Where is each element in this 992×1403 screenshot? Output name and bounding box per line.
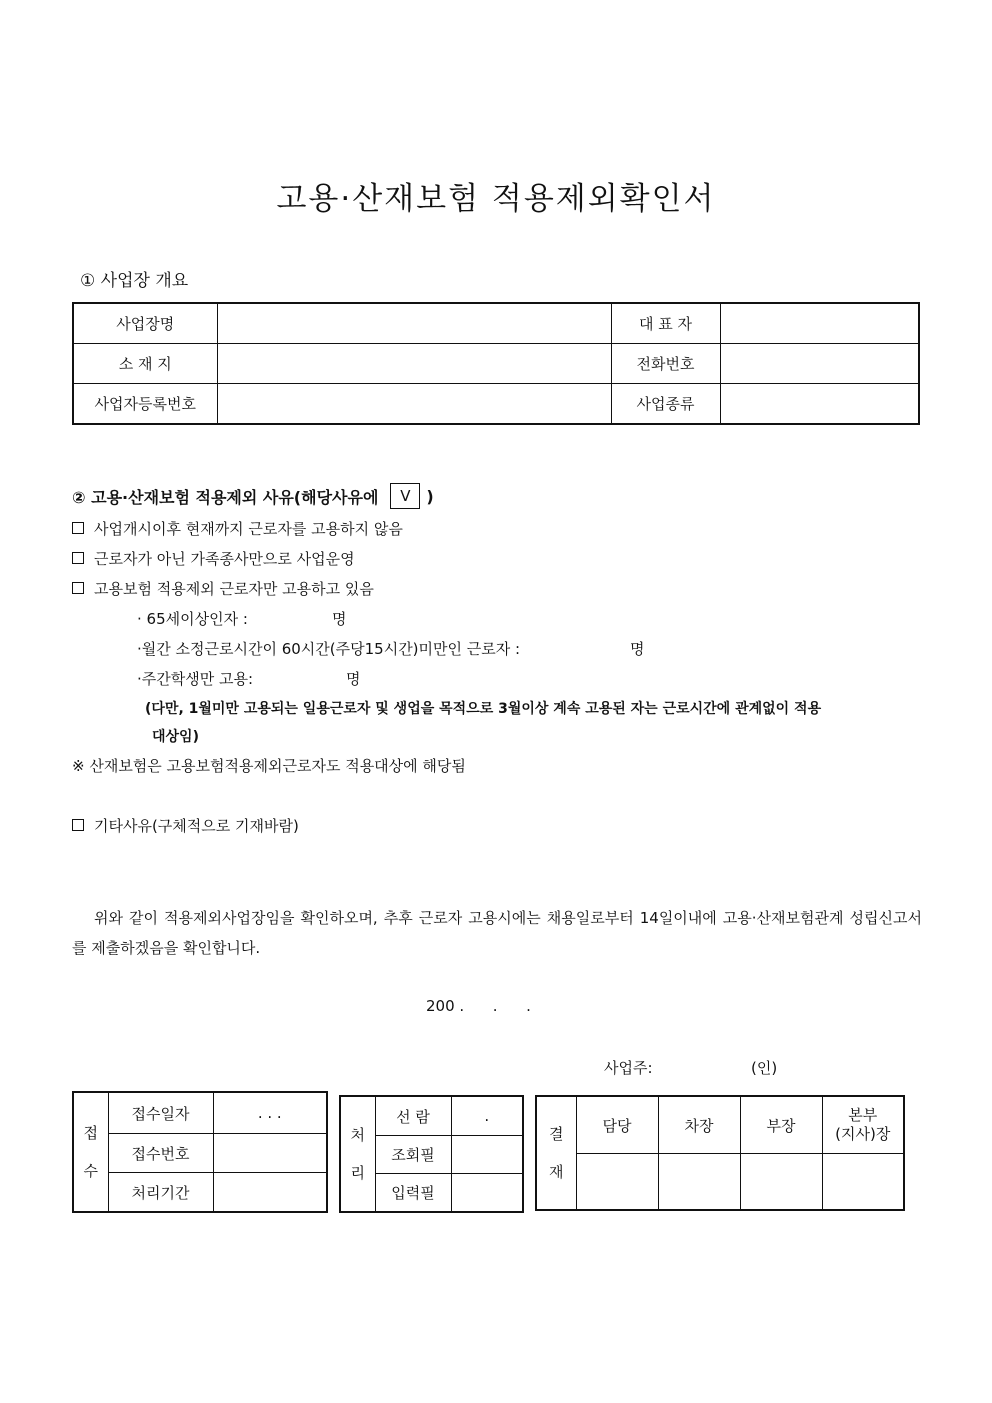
checkbox-icon[interactable] <box>72 522 84 534</box>
receipt-date-value[interactable]: . . . <box>213 1092 327 1134</box>
sub-item-short-hours <box>137 638 520 659</box>
check-mark-box: V <box>390 483 420 509</box>
approval-side-top: 결 <box>549 1125 564 1143</box>
receipt-number-value[interactable] <box>213 1134 327 1173</box>
section2-heading <box>72 483 434 509</box>
sub-item-label: · 65세이상인자 : <box>137 610 248 628</box>
section2-heading-text: ② 고용·산재보험 적용제외 사유(해당사유에 <box>72 487 379 507</box>
process-side-label <box>340 1096 375 1212</box>
phone-field[interactable] <box>720 344 919 384</box>
remark: ※ 산재보험은 고용보험적용제외근로자도 적용대상에 해당됨 <box>72 757 466 775</box>
location-field[interactable] <box>217 344 611 384</box>
sub-item-over-65 <box>137 608 248 629</box>
sub-item-students <box>137 668 253 689</box>
table-row <box>73 303 919 344</box>
option-family-only[interactable] <box>72 548 355 569</box>
approver-deputy-sign[interactable] <box>658 1154 740 1211</box>
receipt-number-label: 접수번호 <box>108 1134 213 1173</box>
approver-staff-sign[interactable] <box>576 1154 658 1211</box>
approval-side-label <box>536 1096 576 1210</box>
option-no-employees[interactable] <box>72 518 403 539</box>
approver-staff-label: 담당 <box>576 1096 658 1154</box>
receipt-side-bottom: 수 <box>83 1162 98 1180</box>
checkbox-icon[interactable] <box>72 552 84 564</box>
processing-period-label: 처리기간 <box>108 1173 213 1213</box>
receipt-box <box>72 1091 328 1213</box>
process-box <box>339 1095 524 1213</box>
checkbox-icon[interactable] <box>72 582 84 594</box>
option-other-reason[interactable] <box>72 815 299 836</box>
receipt-side-label <box>73 1092 108 1212</box>
option-label: 사업개시이후 현재까지 근로자를 고용하지 않음 <box>94 520 403 538</box>
business-type-field[interactable] <box>720 384 919 425</box>
approver-head-line1: 본부 <box>848 1106 878 1124</box>
document-title: 고용·산재보험 적용제외확인서 <box>276 181 716 217</box>
sub-item-unit: 명 <box>630 640 645 658</box>
business-type-label: 사업종류 <box>611 384 720 425</box>
approval-side-bottom: 재 <box>549 1163 564 1181</box>
approver-head-sign[interactable] <box>822 1154 904 1211</box>
processing-period-value[interactable] <box>213 1173 327 1213</box>
approver-head-label <box>822 1096 904 1154</box>
option-label: 근로자가 아닌 가족종사만으로 사업운영 <box>94 550 355 568</box>
inquiry-done-value[interactable] <box>451 1136 523 1174</box>
option-excluded-workers[interactable] <box>72 578 374 599</box>
confirmation-statement: 위와 같이 적용제외사업장임을 확인하오며, 추후 근로자 고용시에는 채용일로부터 14일이내에 고용·산재보험관계 성립신고서를 제출하겠음을 확인합니다. <box>72 909 922 957</box>
registration-number-label: 사업자등록번호 <box>73 384 217 425</box>
date-line[interactable]: 200 . . . <box>426 997 531 1015</box>
section2-heading-close: ) <box>426 486 434 506</box>
input-done-label: 입력필 <box>375 1174 451 1213</box>
sub-item-label: ·월간 소정근로시간이 60시간(주당15시간)미만인 근로자 : <box>137 640 521 658</box>
approver-manager-label: 부장 <box>740 1096 822 1154</box>
review-label: 선 람 <box>375 1096 451 1136</box>
business-name-field[interactable] <box>217 303 611 344</box>
representative-label: 대 표 자 <box>611 303 720 344</box>
process-side-bottom: 리 <box>350 1164 365 1182</box>
registration-number-field[interactable] <box>217 384 611 425</box>
business-name-label: 사업장명 <box>73 303 217 344</box>
seal-mark: (인) <box>751 1059 778 1077</box>
approver-deputy-label: 차장 <box>658 1096 740 1154</box>
sub-item-unit: 명 <box>346 670 361 688</box>
option-label: 고용보험 적용제외 근로자만 고용하고 있음 <box>94 580 374 598</box>
note-line: 대상임) <box>152 729 199 745</box>
table-row <box>73 344 919 384</box>
approval-box <box>535 1095 905 1211</box>
input-done-value[interactable] <box>451 1174 523 1213</box>
sub-item-label: ·주간학생만 고용: <box>137 670 254 688</box>
location-label: 소 재 지 <box>73 344 217 384</box>
phone-label: 전화번호 <box>611 344 720 384</box>
note-line: (다만, 1월미만 고용되는 일용근로자 및 생업을 목적으로 3월이상 계속 고용된 자는 근로시간에 관계없이 적용 <box>145 701 822 717</box>
receipt-side-top: 접 <box>83 1124 98 1142</box>
checkbox-icon[interactable] <box>72 819 84 831</box>
representative-field[interactable] <box>720 303 919 344</box>
business-overview-table <box>72 302 920 425</box>
receipt-date-label: 접수일자 <box>108 1092 213 1134</box>
inquiry-done-label: 조회필 <box>375 1136 451 1174</box>
process-side-top: 처 <box>350 1126 365 1144</box>
approver-head-line2: (지사)장 <box>835 1125 891 1143</box>
sub-item-unit: 명 <box>332 610 347 628</box>
section1-heading: ① 사업장 개요 <box>80 271 189 291</box>
signature-label: 사업주: <box>604 1059 653 1077</box>
option-label: 기타사유(구체적으로 기재바람) <box>94 817 299 835</box>
review-value[interactable]: . <box>451 1096 523 1136</box>
table-row <box>73 384 919 425</box>
approver-manager-sign[interactable] <box>740 1154 822 1211</box>
